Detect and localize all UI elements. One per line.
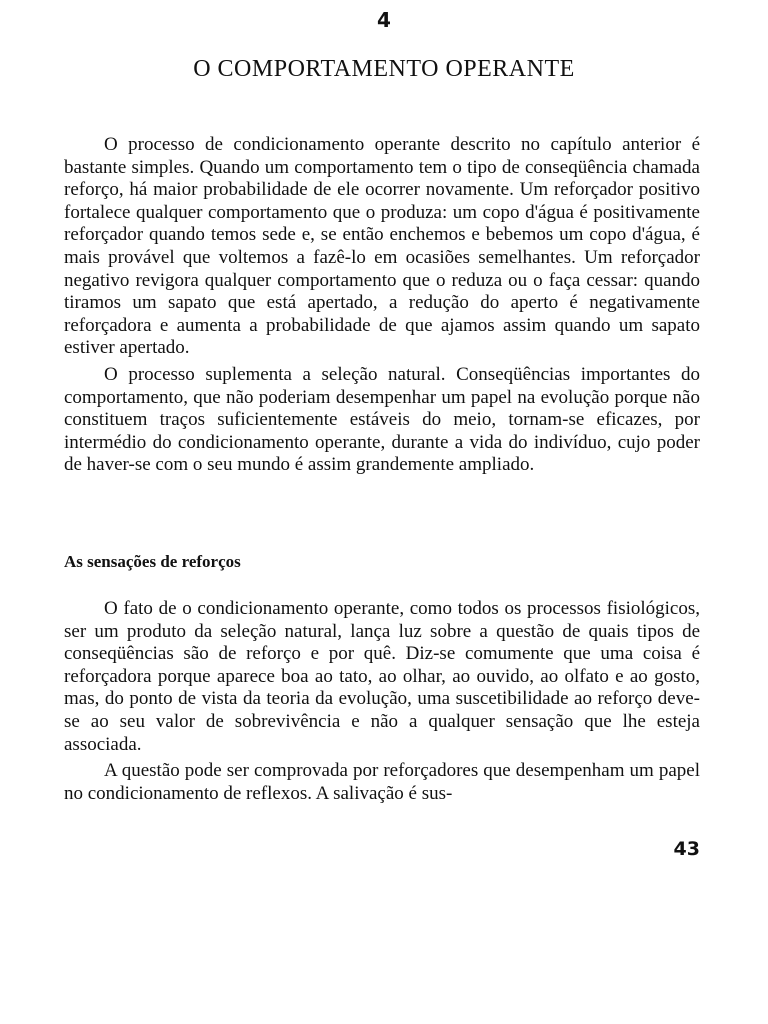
paragraph: O processo de condicionamento operante descrito no capítulo anterior é bastante simples. Quando um comportamento tem o tipo de conseqüência chamada reforço, há maior probabilidade de ele ocorrer novamente. Um reforçador positivo fortalece qualquer comportamento que o produza: um copo d'água é positivamente reforçador quando temos sede e, se então enchemos e bebemos um copo d'água, é mais provável que voltemos a fazê-lo em ocasiões semelhantes. Um reforçador negativo revigora qualquer comportamento que o reduza ou o faça cessar: quando tiramos um sapato que está apertado, a redução do aperto é negativamente reforçadora e aumenta a probabilidade de que ajamos assim quando um sapato estiver apertado. bbox=[64, 134, 700, 359]
paragraph: O processo suplementa a seleção natural. Conseqüências importantes do comportamento, que não poderiam desempenhar um papel na evolução porque não constituem traços suficientemente estáveis do meio, tornam-se eficazes, por intermédio do condicionamento operante, durante a vida do indivíduo, cujo poder de haver-se com o seu mundo é assim grandemente ampliado. bbox=[64, 363, 700, 476]
section-text bbox=[64, 598, 700, 809]
page-number: 43 bbox=[673, 838, 700, 860]
section-heading: As sensações de reforços bbox=[64, 552, 241, 571]
chapter-title: O COMPORTAMENTO OPERANTE bbox=[193, 56, 575, 82]
paragraph: O fato de o condicionamento operante, como todos os processos fisiológicos, ser um produto da seleção natural, lança luz sobre a questão de quais tipos de conseqüências são de reforço e por quê. Diz-se comumente que uma coisa é reforçadora porque aparece boa ao tato, ao olhar, ao ouvido, ao olfato e ao gosto, mas, do ponto de vista da teoria da evolução, uma suscetibilidade ao reforço deve-se ao seu valor de sobrevivência e não a qualquer sensação que lhe esteja associada. bbox=[64, 598, 700, 755]
paragraph: A questão pode ser comprovada por reforçadores que desempenham um papel no condicionamento de reflexos. A salivação é sus- bbox=[64, 760, 700, 804]
chapter-intro-text bbox=[64, 134, 700, 481]
chapter-number: 4 bbox=[377, 8, 391, 32]
